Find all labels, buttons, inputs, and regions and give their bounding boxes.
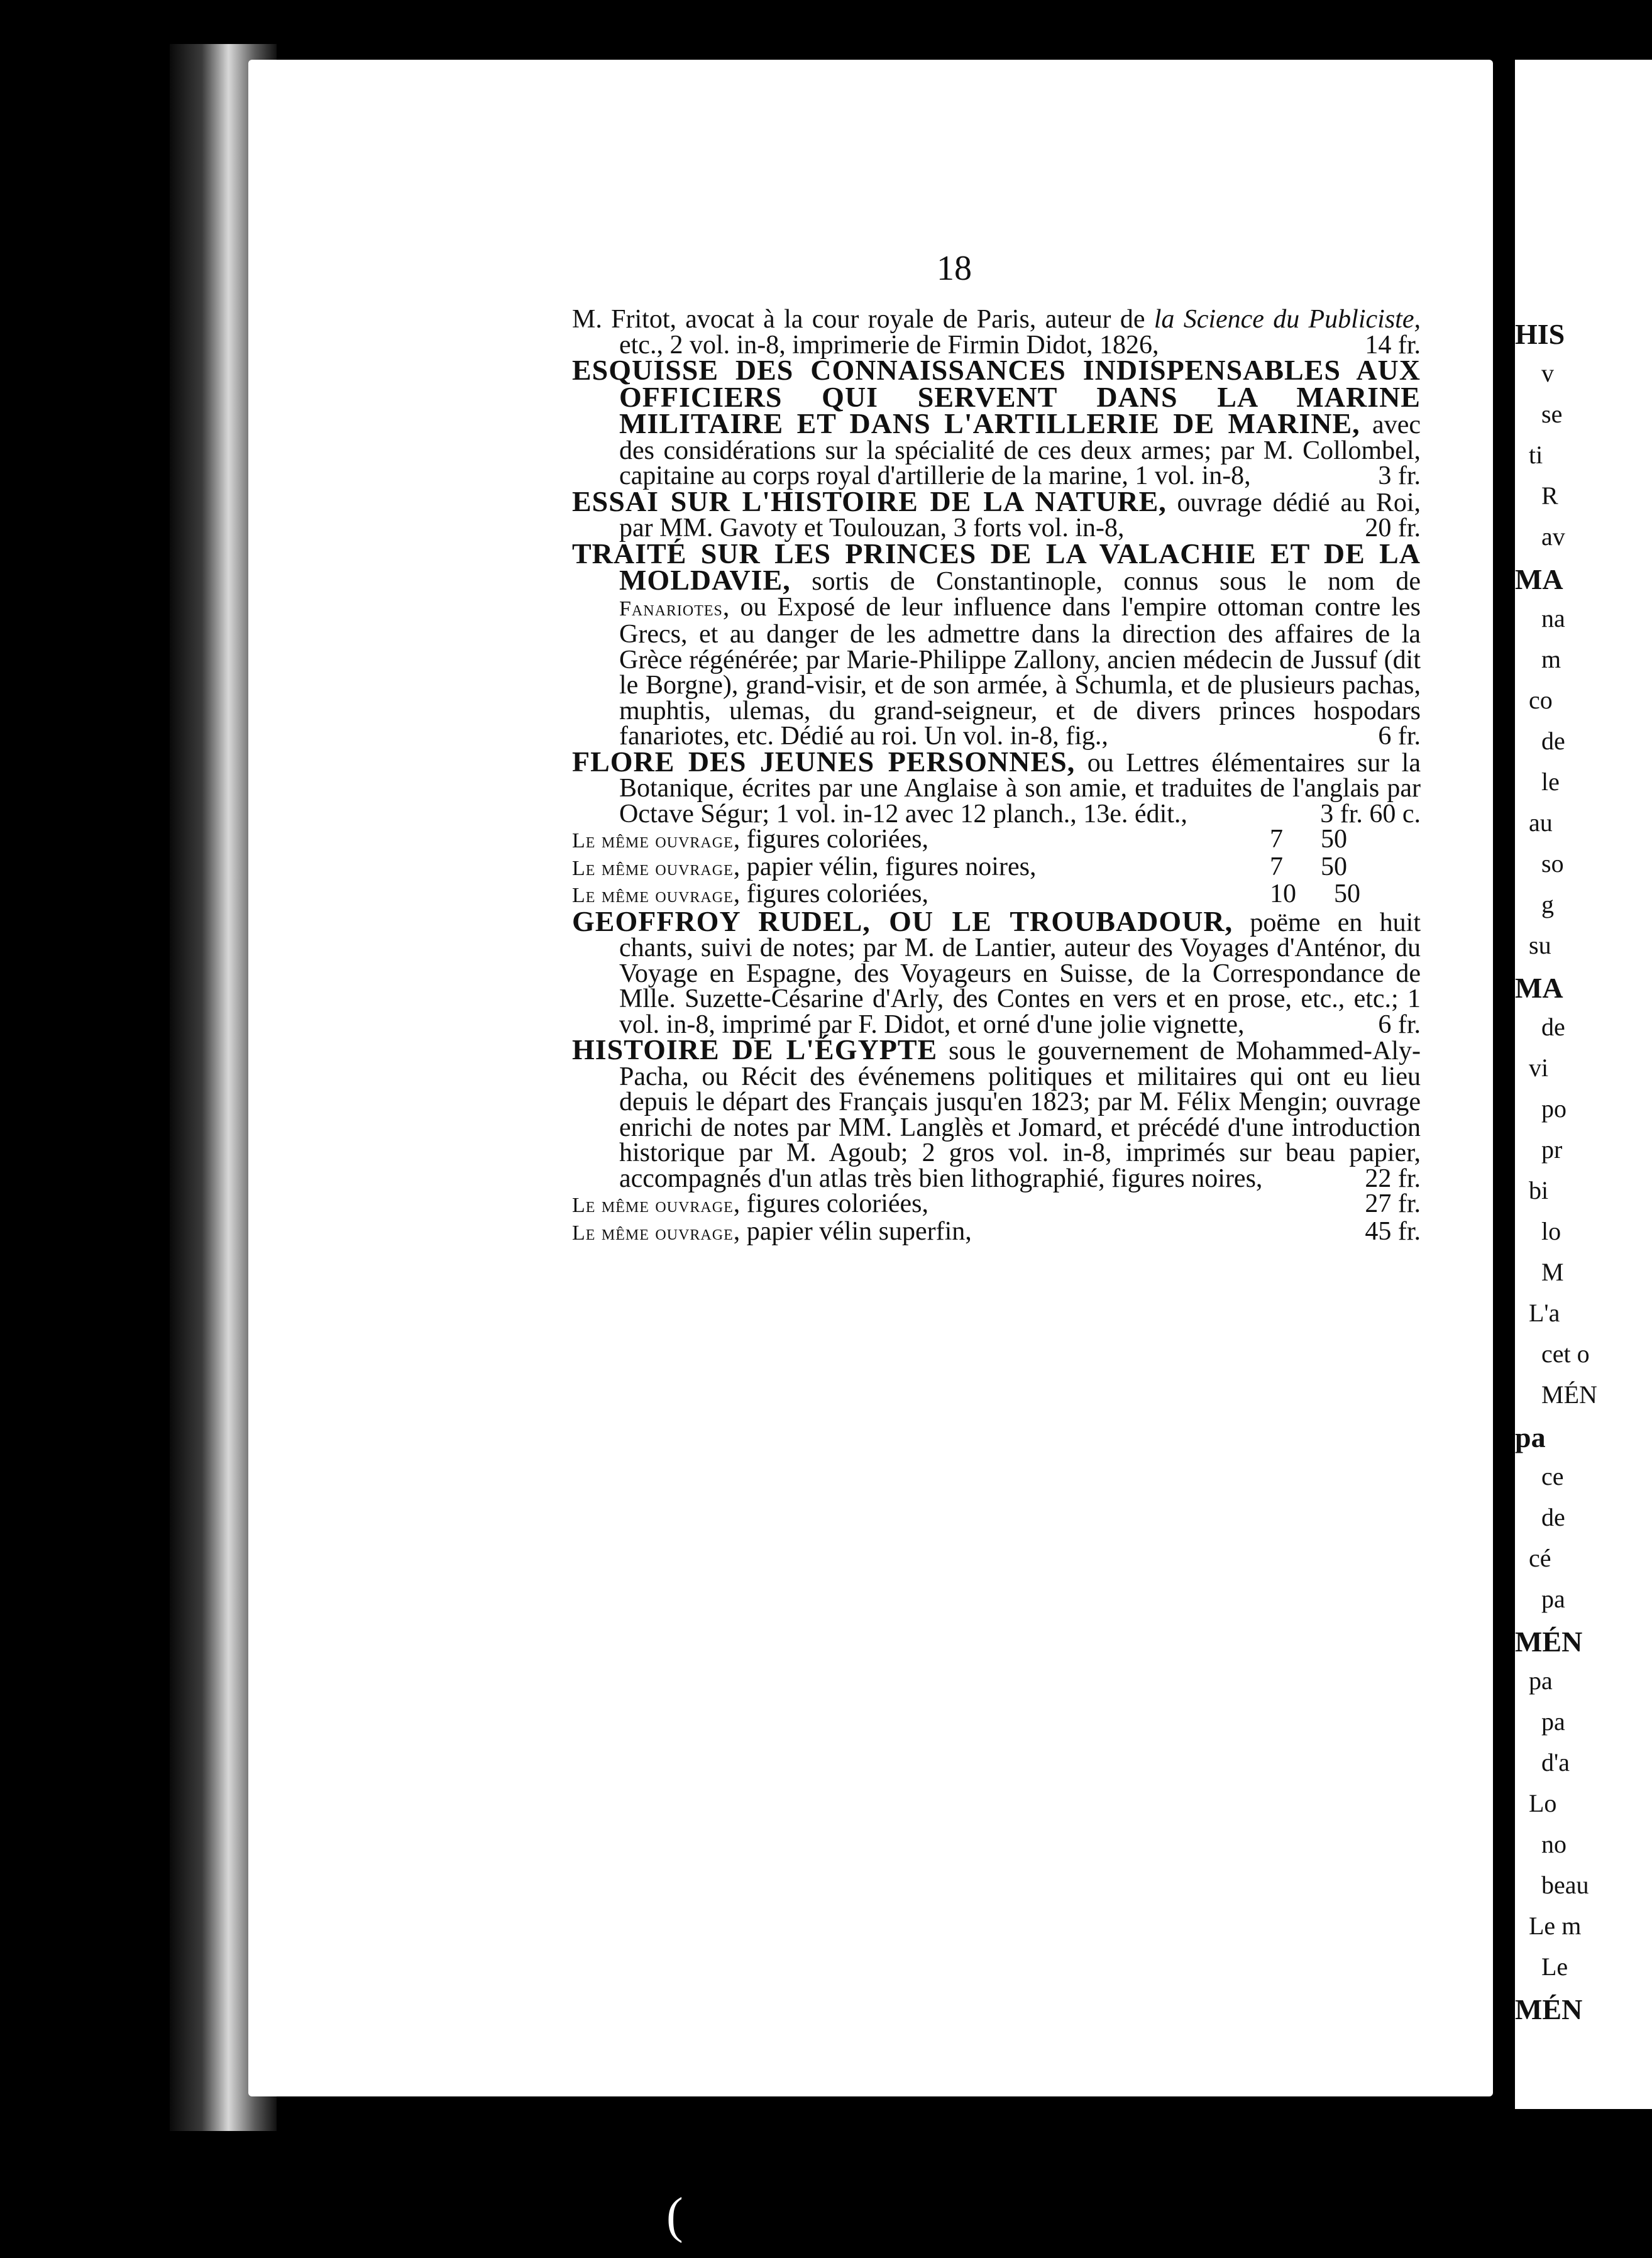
entry-text: etc., 2 vol. in-8, imprimerie de Firmin Didot, 1826, bbox=[619, 330, 1159, 360]
entry-fritot bbox=[572, 307, 1421, 358]
facing-line: pa bbox=[1529, 1666, 1553, 1695]
entry-text: ouvrage dédié au Roi, par MM. Gavoty et Toulouzan, 3 forts vol. in-8, bbox=[619, 488, 1421, 542]
facing-line: Lo bbox=[1529, 1789, 1557, 1817]
facing-line: beau bbox=[1541, 1871, 1589, 1899]
variant-row bbox=[572, 827, 1421, 854]
facing-line: g bbox=[1541, 890, 1554, 918]
entry-text: poëme en huit chants, suivi de notes; par M. de Lantier, auteur des Voyages d'Anténor, du Voyage en Espagne, des Voyageurs en Suisse, de la Correspondance de Mlle. Suzette-Césarine d'Arly, des Contes en vers et en prose, etc., etc.; 1 vol. in-8, imprimé par F. Didot, et orné d'une jolie vignette, bbox=[619, 908, 1421, 1039]
facing-line: ti bbox=[1529, 441, 1543, 469]
price-fr: 7 bbox=[1270, 825, 1283, 854]
facing-line: v bbox=[1541, 359, 1554, 387]
price-c: 50 bbox=[1321, 825, 1347, 854]
facing-line: co bbox=[1529, 686, 1553, 714]
facing-line: de bbox=[1541, 1503, 1565, 1531]
entry-price: 3 fr. bbox=[1378, 461, 1421, 490]
variant-row bbox=[572, 1216, 1421, 1247]
facing-line: MA bbox=[1515, 563, 1563, 595]
variant-text: , papier vélin, figures noires, bbox=[733, 852, 1037, 881]
facing-line: MÉN bbox=[1515, 1626, 1583, 1658]
entry-price: 6 fr. bbox=[1378, 722, 1421, 751]
entry-price: 3 fr. 60 c. bbox=[1320, 799, 1421, 829]
price-fr: 10 bbox=[1270, 879, 1296, 908]
entry-geoffroy bbox=[572, 905, 1421, 1039]
variant-price bbox=[1270, 881, 1421, 909]
facing-line: m bbox=[1541, 645, 1561, 673]
facing-line: HIS bbox=[1515, 318, 1565, 350]
entry-title: FLORE DES JEUNES PERSONNES, bbox=[572, 745, 1076, 778]
entry-text: avec des considérations sur la spécialité de ces deux armes; par M. Collombel, capitaine au corps royal d'artillerie de la marine, 1 vol. in-8, bbox=[619, 410, 1421, 490]
facing-line: d'a bbox=[1541, 1748, 1570, 1776]
facing-line: MA bbox=[1515, 972, 1563, 1004]
facing-page bbox=[1515, 60, 1652, 2109]
entry-italic: la Science du Publiciste, bbox=[1154, 305, 1421, 334]
entry-title: TRAITÉ SUR LES PRINCES DE LA VALACHIE ET DE LA MOLDAVIE, bbox=[572, 537, 1421, 596]
facing-line: au bbox=[1529, 808, 1553, 837]
entry-text: M. Fritot, avocat à la cour royale de Paris, auteur de bbox=[572, 305, 1154, 334]
variant-desc bbox=[572, 1216, 1365, 1247]
entry-title: ESQUISSE DES CONNAISSANCES INDISPENSABLES AUX OFFICIERS QUI SERVENT DANS LA MARINE MILITAIRE ET DANS L'ARTILLERIE DE MARINE, bbox=[572, 354, 1421, 439]
variant-row bbox=[572, 1191, 1421, 1219]
facing-line: M bbox=[1541, 1258, 1564, 1286]
entry-histoire bbox=[572, 1033, 1421, 1193]
facing-line: cet o bbox=[1541, 1340, 1590, 1368]
facing-line: pr bbox=[1541, 1135, 1563, 1164]
variant-desc bbox=[572, 1191, 1365, 1219]
facing-line: Le m bbox=[1529, 1912, 1582, 1940]
facing-line: no bbox=[1541, 1830, 1567, 1858]
entry-text: , ou Exposé de leur influence dans l'empire ottoman contre les Grecs, et au danger de les admettre dans la direction des affaires de la Grèce régénérée; par Marie-Philippe Zallony, ancien médecin de Jussuf (dit le Borgne), grand-visir, et de son armée, à Schumla, et de plusieurs pachas, muphtis, ulemas, du grand-seigneur, et de divers princes hospodars fanariotes, etc. Dédié au roi. Un vol. in-8, fig., bbox=[619, 592, 1421, 751]
entry-traite bbox=[572, 537, 1421, 751]
price-c: 50 bbox=[1334, 879, 1360, 908]
facing-line: pa bbox=[1541, 1707, 1565, 1736]
flore-variants bbox=[572, 827, 1421, 909]
variant-label: Le même ouvrage bbox=[572, 829, 734, 852]
facing-line: bi bbox=[1529, 1176, 1549, 1204]
variant-price bbox=[1270, 854, 1421, 882]
entry-price: 6 fr. bbox=[1378, 1010, 1421, 1039]
facing-line: vi bbox=[1529, 1054, 1549, 1082]
entry-text: sortis de Constantinople, connus sous le nom de bbox=[790, 567, 1421, 596]
variant-price bbox=[1270, 827, 1421, 854]
variant-desc bbox=[572, 854, 1270, 882]
facing-line: pa bbox=[1515, 1421, 1546, 1453]
bottom-mark: ( bbox=[666, 2188, 683, 2244]
entry-price: 14 fr. bbox=[1365, 330, 1421, 360]
entry-title: HISTOIRE DE L'ÉGYPTE bbox=[572, 1033, 938, 1066]
entry-essai bbox=[572, 485, 1421, 542]
entry-price: 20 fr. bbox=[1365, 514, 1421, 542]
variant-row bbox=[572, 854, 1421, 882]
facing-line: Le bbox=[1541, 1952, 1568, 1981]
price-fr: 7 bbox=[1270, 852, 1283, 881]
variant-price: 45 fr. bbox=[1365, 1216, 1421, 1246]
facing-line: na bbox=[1541, 604, 1565, 632]
facing-line: su bbox=[1529, 931, 1551, 959]
facing-line: MÉN bbox=[1515, 1993, 1583, 2025]
variant-label: Le même ouvrage bbox=[572, 1221, 734, 1245]
variant-text: , figures coloriées, bbox=[733, 825, 928, 854]
page-number: 18 bbox=[937, 249, 972, 288]
facing-line: R bbox=[1541, 482, 1558, 510]
facing-line: pa bbox=[1541, 1585, 1565, 1613]
facing-line: cé bbox=[1529, 1544, 1551, 1572]
variant-text: , figures coloriées, bbox=[733, 879, 928, 908]
entry-smallcaps: Fanariotes bbox=[619, 597, 723, 620]
variant-price: 27 fr. bbox=[1365, 1189, 1421, 1218]
facing-line: so bbox=[1541, 849, 1564, 878]
facing-line: lo bbox=[1541, 1217, 1561, 1245]
facing-line: de bbox=[1541, 1013, 1565, 1041]
entry-title: ESSAI SUR L'HISTOIRE DE LA NATURE, bbox=[572, 485, 1167, 517]
variant-label: Le même ouvrage bbox=[572, 1194, 734, 1217]
facing-line: de bbox=[1541, 727, 1565, 755]
variant-text: , papier vélin superfin, bbox=[733, 1216, 972, 1246]
variant-label: Le même ouvrage bbox=[572, 856, 734, 880]
facing-line: se bbox=[1541, 400, 1563, 428]
variant-desc bbox=[572, 827, 1270, 854]
facing-line: po bbox=[1541, 1094, 1567, 1123]
entry-price: 22 fr. bbox=[1365, 1164, 1421, 1193]
facing-line: L'a bbox=[1529, 1299, 1560, 1327]
variant-text: , figures coloriées, bbox=[733, 1189, 928, 1218]
histoire-variants bbox=[572, 1191, 1421, 1246]
facing-line: le bbox=[1541, 768, 1560, 796]
entry-esquisse bbox=[572, 354, 1421, 490]
facing-line: ce bbox=[1541, 1462, 1564, 1490]
entry-title: GEOFFROY RUDEL, OU LE TROUBADOUR, bbox=[572, 905, 1233, 937]
price-c: 50 bbox=[1321, 852, 1347, 881]
entry-text: sous le gouvernement de Mohammed-Aly-Pacha, ou Récit des événemens politiques et militaires qui ont eu lieu depuis le départ des Français jusqu'en 1823; par M. Félix Mengin; ouvrage enrichi de notes par MM. Langlès et Jomard, et précédé d'une introduction historique par M. Agoub; 2 gros vol. in-8, imprimés sur beau papier, accompagnés d'un atlas très bien lithographié, figures noires, bbox=[619, 1037, 1421, 1193]
facing-line: MÉN bbox=[1541, 1380, 1597, 1409]
entry-text: ou Lettres élémentaires sur la Botanique, écrites par une Anglaise à son amie, et traduites de l'anglais par Octave Ségur; 1 vol. in-12 avec 12 planch., 13e. édit., bbox=[619, 748, 1421, 829]
facing-line: av bbox=[1541, 522, 1565, 551]
entry-flore bbox=[572, 745, 1421, 829]
variant-label: Le même ouvrage bbox=[572, 884, 734, 907]
page-body bbox=[572, 307, 1421, 1246]
